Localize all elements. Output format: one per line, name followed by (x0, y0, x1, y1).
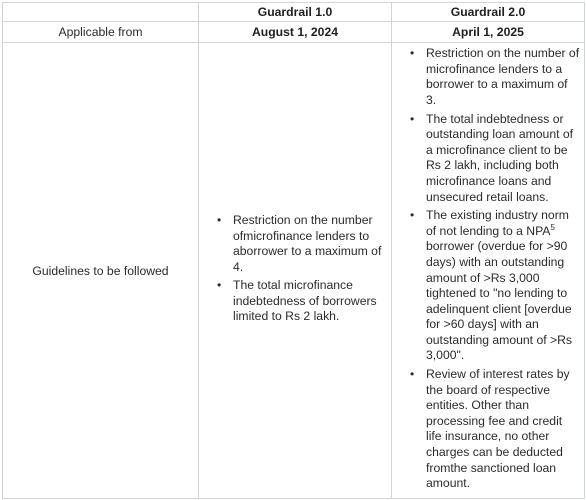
bullet-icon: • (217, 212, 222, 227)
list-item (392, 46, 584, 108)
bullet-icon: • (410, 208, 415, 223)
bullet-icon: • (410, 367, 415, 382)
applicable-date-g2: April 1, 2025 (392, 22, 585, 43)
guidelines-label: Guidelines to be followed (3, 43, 199, 499)
g2-point-3-b: borrower (overdue for >90 days) with an outstanding amount of >Rs 3,000 tightened to "no lending to adelinquent client [overdue for >60 days] with an outstanding amount of >Rs 3,000". (426, 239, 573, 363)
g2-point-3-a: The existing industry norm of not lending to a NPA (426, 208, 569, 238)
guardrail-comparison-table (2, 2, 585, 499)
guidelines-g1-cell (199, 43, 392, 499)
bullet-icon: • (410, 111, 415, 126)
list-item (392, 112, 584, 206)
list-item (199, 278, 391, 325)
header-corner-cell (3, 3, 199, 22)
footnote-marker: 5 (550, 222, 555, 232)
applicable-row (3, 22, 585, 43)
guidelines-g2-cell (392, 43, 585, 499)
list-item (199, 213, 391, 275)
list-item (392, 367, 584, 492)
applicable-label: Applicable from (3, 22, 199, 43)
g2-point-4: Review of interest rates by the board of respective entities. Other than processing fee and credit life insurance, no other charges can be deducted fromthe sanctioned loan amount. (426, 367, 570, 491)
list-item (392, 208, 584, 364)
applicable-date-g1: August 1, 2024 (199, 22, 392, 43)
guidelines-row (3, 43, 585, 499)
g2-point-1: Restriction on the number of microfinance lenders to a borrower to a maximum of 3. (426, 46, 580, 107)
g1-point-1: Restriction on the number ofmicrofinance lenders to aborrower to a maximum of 4. (233, 212, 382, 274)
g2-point-2: The total indebtedness or outstanding loan amount of a microfinance client to be Rs 2 lakh, including both microfinance loans and unsecured retail loans. (426, 111, 574, 204)
g1-point-2: The total microfinance indebtedness of borrowers limited to Rs 2 lakh. (233, 278, 377, 324)
bullet-icon: • (410, 46, 415, 61)
header-row (3, 3, 585, 22)
header-guardrail-1: Guardrail 1.0 (199, 3, 392, 22)
guidelines-g2-list (392, 46, 584, 492)
bullet-icon: • (217, 278, 222, 293)
header-guardrail-2: Guardrail 2.0 (392, 3, 585, 22)
guidelines-g1-list (199, 213, 391, 325)
